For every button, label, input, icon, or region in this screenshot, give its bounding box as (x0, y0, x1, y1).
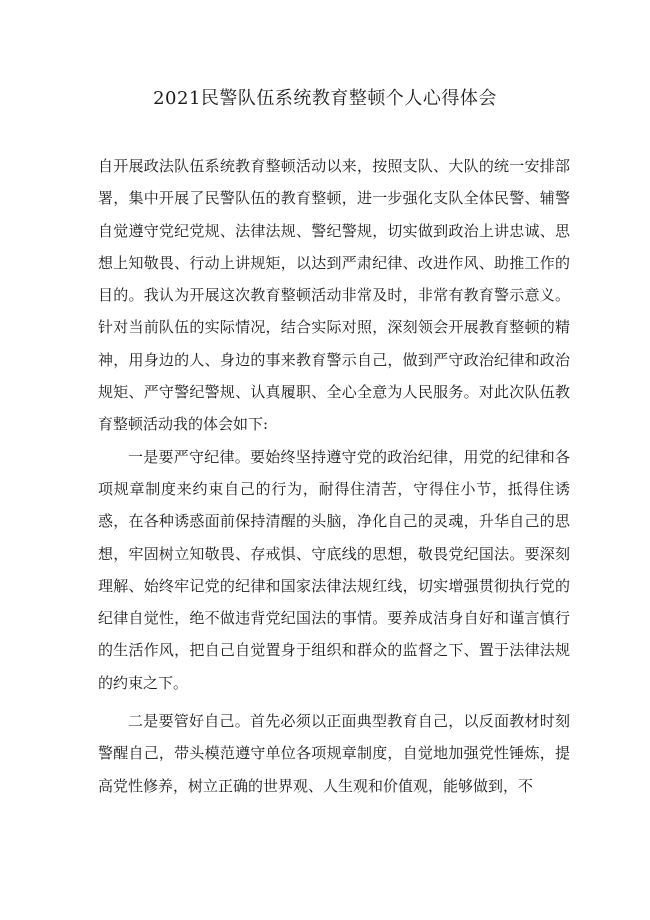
paragraph-point-two: 二是要管好自己。首先必须以正面典型教育自己，以反面教材时刻警醒自己，带头模范遵守单位各项规章制度，自觉地加强党性锤炼，提高党性修养，树立正确的世界观、人生观和价值观，能够做到，不 (98, 712, 570, 795)
paragraph-intro: 自开展政法队伍系统教育整顿活动以来，按照支队、大队的统一安排部署，集中开展了民警队伍的教育整顿，进一步强化支队全体民警、辅警自觉遵守党纪党规、法律法规、警纪警规，切实做到政治上讲忠诚、思想上知敬畏、行动上讲规矩，以达到严肃纪律、改进作风、助推工作的目的。我认为开展这次教育整顿活动非常及时，非常有教育警示意义。针对当前队伍的实际情况，结合实际对照，深刻领会开展教育整顿的精神，用身边的人、身边的事来教育警示自己，做到严守政治纪律和政治规矩、严守警纪警规、认真履职、全心全意为人民服务。对此次队伍教育整顿活动我的体会如下: (98, 157, 570, 434)
document-body (98, 150, 570, 802)
document-title: 2021民警队伍系统教育整顿个人心得体会 (153, 88, 497, 109)
paragraph-point-one: 一是要严守纪律。要始终坚持遵守党的政治纪律，用党的纪律和各项规章制度来约束自己的行为，耐得住清苦，守得住小节，抵得住诱惑，在各种诱惑面前保持清醒的头脑，净化自己的灵魂，升华自己的思想，牢固树立知敬畏、存戒惧、守底线的思想，敬畏党纪国法。要深刻理解、始终牢记党的纪律和国家法律法规红线，切实增强贯彻执行党的纪律自觉性，绝不做违背党纪国法的事情。要养成洁身自好和谨言慎行的生活作风，把自己自觉置身于组织和群众的监督之下、置于法律法规的约束之下。 (98, 447, 570, 692)
